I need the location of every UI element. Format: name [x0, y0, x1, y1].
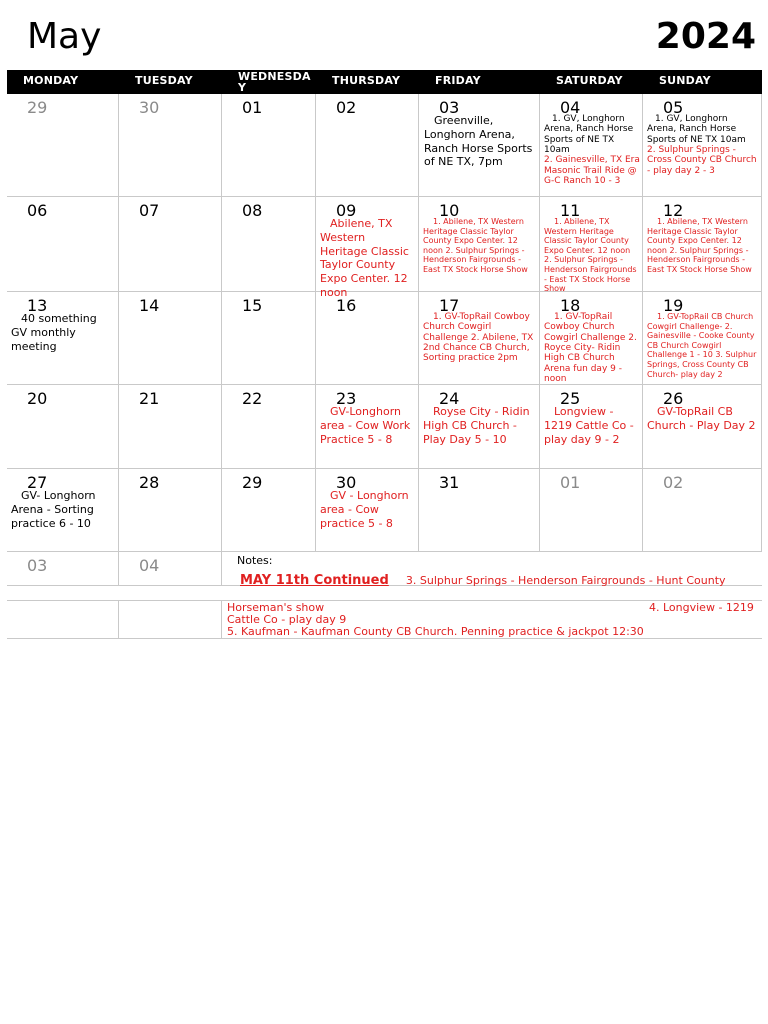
day-number: 08: [242, 201, 263, 220]
day-number: 22: [242, 389, 263, 408]
weekday-header-saturday: SATURDAY: [540, 70, 643, 94]
day-cell[interactable]: [540, 385, 643, 469]
event-may-5-2: 2. Sulphur Springs - Cross County CB Church - play day 2 - 3: [647, 145, 757, 176]
notes-label: Notes:: [237, 554, 273, 567]
day-cell[interactable]: [119, 469, 222, 552]
day-number: 09: [336, 201, 357, 220]
day-cell[interactable]: [316, 292, 419, 385]
day-number: 02: [663, 473, 684, 492]
event-may-13: 40 something GV monthly meeting: [11, 312, 97, 353]
day-cell[interactable]: [643, 94, 762, 197]
day-number: 21: [139, 389, 160, 408]
day-number: 29: [242, 473, 263, 492]
day-cell[interactable]: [316, 94, 419, 197]
day-number: 17: [439, 296, 460, 315]
day-cell[interactable]: [222, 469, 316, 552]
weekday-header-thursday: THURSDAY: [316, 70, 419, 94]
day-cell[interactable]: [316, 197, 419, 299]
notes-heading: MAY 11th Continued: [240, 573, 389, 588]
event-may-30: GV - Longhorn area - Cow practice 5 - 8: [320, 489, 409, 530]
day-cell[interactable]: [119, 197, 222, 292]
day-number: 10: [439, 201, 460, 220]
notes-area: [222, 552, 762, 586]
day-number: 18: [560, 296, 581, 315]
day-cell[interactable]: [419, 469, 540, 552]
day-number: 24: [439, 389, 460, 408]
day-cell[interactable]: [316, 385, 419, 469]
day-cell[interactable]: [540, 469, 643, 552]
day-cell[interactable]: [7, 197, 119, 292]
month-title: May: [27, 16, 102, 57]
day-cell[interactable]: [222, 94, 316, 197]
event-may-17: 1. GV-TopRail Cowboy Church Cowgirl Challenge 2. Abilene, TX 2nd Chance CB Church, Sorting practice 2pm: [423, 312, 534, 364]
day-number: 14: [139, 296, 160, 315]
notes-item-4: 4. Longview - 1219: [649, 601, 754, 614]
day-number: 16: [336, 296, 357, 315]
day-cell[interactable]: [7, 292, 119, 385]
day-cell[interactable]: [222, 197, 316, 292]
day-number: 01: [560, 473, 581, 492]
event-may-25: Longview - 1219 Cattle Co - play day 9 - 2: [544, 405, 634, 446]
day-number: 04: [560, 98, 581, 117]
notes-item-4-continued: Cattle Co - play day 9: [227, 613, 347, 626]
day-number: 11: [560, 201, 581, 220]
day-cell[interactable]: [540, 197, 643, 292]
day-number: 03: [27, 556, 48, 575]
day-cell[interactable]: [419, 385, 540, 469]
day-cell[interactable]: [419, 94, 540, 197]
day-cell[interactable]: [222, 292, 316, 385]
day-number: 30: [139, 98, 160, 117]
event-may-26: GV-TopRail CB Church - Play Day 2: [647, 405, 756, 432]
day-number: 27: [27, 473, 48, 492]
day-cell[interactable]: [540, 94, 643, 197]
weekday-header-friday: FRIDAY: [419, 70, 540, 94]
day-cell[interactable]: [643, 292, 762, 385]
event-may-9: Abilene, TX Western Heritage Classic Taylor County Expo Center. 12 noon: [320, 217, 409, 299]
day-cell[interactable]: [316, 469, 419, 552]
weekday-header-monday: MONDAY: [7, 70, 119, 94]
event-may-11: 1. Abilene, TX Western Heritage Classic Taylor County Expo Center. 12 noon 2. Sulphur Springs - Henderson Fairgrounds - East TX Stock Horse Show: [544, 217, 637, 294]
day-number: 05: [663, 98, 684, 117]
day-cell[interactable]: [7, 552, 119, 586]
day-number: 03: [439, 98, 460, 117]
weekday-header-sunday: SUNDAY: [643, 70, 762, 94]
day-cell[interactable]: [419, 292, 540, 385]
day-number: 31: [439, 473, 460, 492]
event-may-18: 1. GV-TopRail Cowboy Church Cowgirl Challenge 2. Royce City- Ridin High CB Church Arena fun day 9 - noon: [544, 312, 637, 385]
day-number: 28: [139, 473, 160, 492]
notes-item-3-continued: Horseman's show: [227, 601, 325, 614]
day-number: 20: [27, 389, 48, 408]
day-number: 06: [27, 201, 48, 220]
day-cell[interactable]: [540, 292, 643, 385]
day-cell[interactable]: [643, 385, 762, 469]
event-may-10: 1. Abilene, TX Western Heritage Classic Taylor County Expo Center. 12 noon 2. Sulphur Springs - Henderson Fairgrounds - East TX Stock Horse Show: [423, 217, 528, 274]
column-divider: [118, 601, 119, 638]
day-number: 04: [139, 556, 160, 575]
day-cell[interactable]: [7, 385, 119, 469]
event-may-12: 1. Abilene, TX Western Heritage Classic Taylor County Expo Center. 12 noon 2. Sulphur Springs - Henderson Fairgrounds - East TX Stock Horse Show: [647, 217, 752, 274]
event-may-19: 1. GV-TopRail CB Church Cowgirl Challenge- 2. Gainesville - Cooke County CB Church Cowgirl Challenge 1 - 10 3. Sulphur Springs, Cross County CB Church- play day 2: [647, 312, 757, 379]
column-divider: [221, 601, 222, 638]
day-number: 26: [663, 389, 684, 408]
notes-continued-row: [7, 600, 762, 639]
year-title: 2024: [655, 16, 756, 57]
day-number: 30: [336, 473, 357, 492]
weekday-header-tuesday: TUESDAY: [119, 70, 222, 94]
day-number: 29: [27, 98, 48, 117]
day-number: 19: [663, 296, 684, 315]
day-cell[interactable]: [7, 94, 119, 197]
event-may-4-1: 1. GV, Longhorn Arena, Ranch Horse Sports of NE TX 10am: [544, 114, 634, 156]
day-cell[interactable]: [222, 385, 316, 469]
day-number: 02: [336, 98, 357, 117]
day-number: 23: [336, 389, 357, 408]
event-may-23: GV-Longhorn area - Cow Work Practice 5 - 8: [320, 405, 411, 446]
event-may-5-1: 1. GV, Longhorn Arena, Ranch Horse Sports of NE TX 10am: [647, 114, 746, 145]
event-may-4-2: 2. Gainesville, TX Era Masonic Trail Ride @ G-C Ranch 10 - 3: [544, 155, 640, 187]
day-number: 25: [560, 389, 581, 408]
day-cell[interactable]: [419, 197, 540, 292]
weekday-header-wednesday: WEDNESDAY: [222, 70, 316, 94]
day-cell[interactable]: [119, 552, 222, 586]
notes-item-5: 5. Kaufman - Kaufman County CB Church. Penning practice & jackpot 12:30: [227, 625, 644, 638]
day-number: 01: [242, 98, 263, 117]
day-number: 15: [242, 296, 263, 315]
day-cell[interactable]: [7, 469, 119, 552]
day-number: 07: [139, 201, 160, 220]
day-cell[interactable]: [119, 385, 222, 469]
day-cell[interactable]: [643, 469, 762, 552]
day-cell[interactable]: [119, 292, 222, 385]
day-cell[interactable]: [119, 94, 222, 197]
event-may-24: Royse City - Ridin High CB Church - Play Day 5 - 10: [423, 405, 530, 446]
event-may-3: Greenville, Longhorn Arena, Ranch Horse Sports of NE TX, 7pm: [424, 114, 533, 169]
event-may-27: GV- Longhorn Arena - Sorting practice 6 - 10: [11, 489, 96, 530]
day-cell[interactable]: [643, 197, 762, 292]
day-number: 12: [663, 201, 684, 220]
notes-item-3: 3. Sulphur Springs - Henderson Fairgrounds - Hunt County: [405, 574, 726, 587]
day-number: 13: [27, 296, 48, 315]
